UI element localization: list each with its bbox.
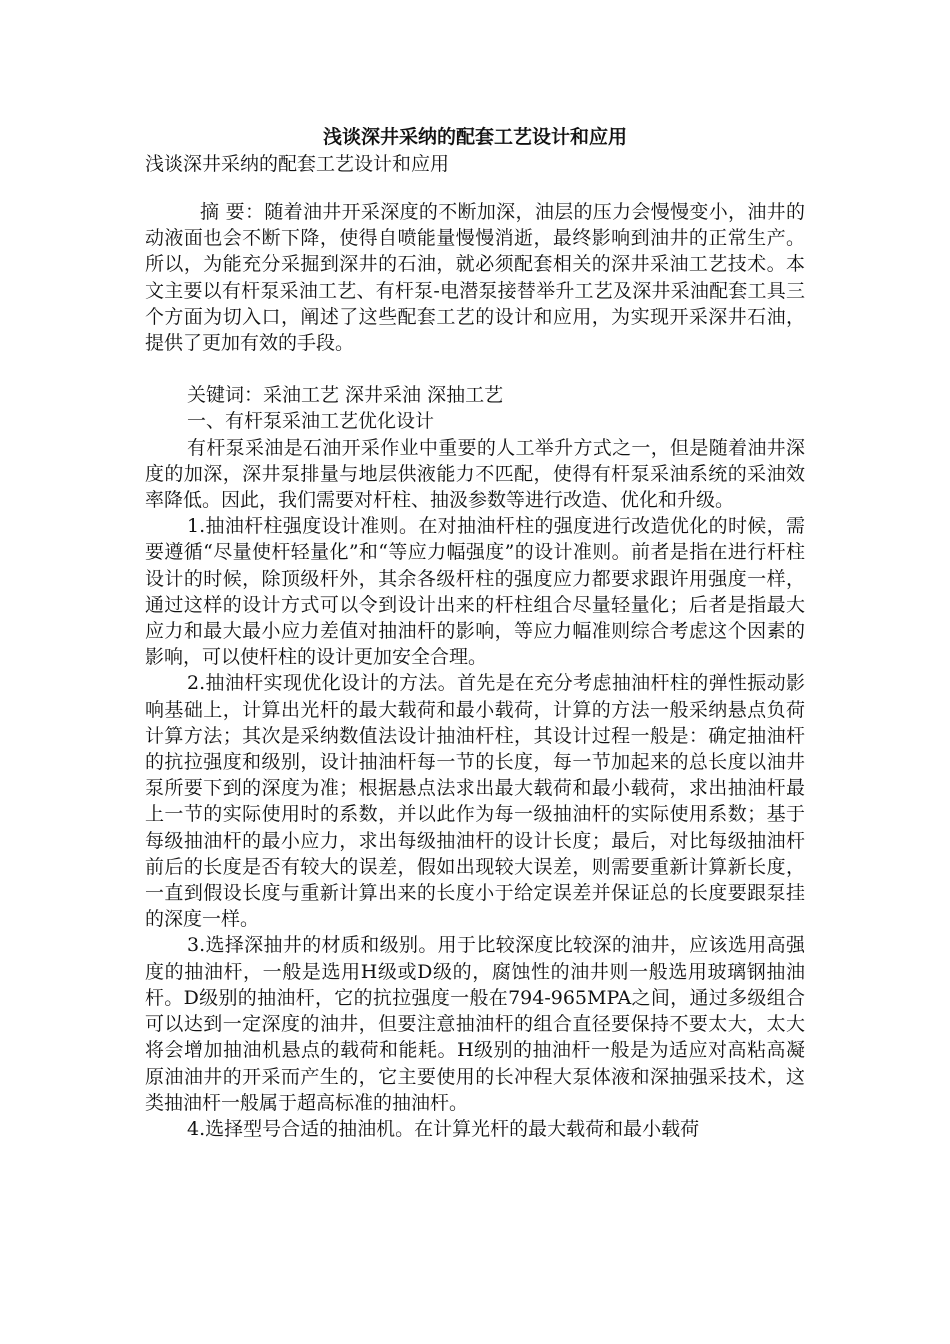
section-heading: 一、有杆泵采油工艺优化设计 [187,410,435,433]
body-paragraph: 有杆泵采油是石油开采作业中重要的人工举升方式之一，但是随着油井深度的加深，深井泵排量与地层供液能力不匹配，使得有杆泵采油系统的采油效率降低。因此，我们需要对杆柱、抽汲参数等进行改造、优化和升级。 [145,436,805,512]
keywords-line: 关键词：采油工艺 深井采油 深抽工艺 [187,384,504,407]
body-paragraph: 3.选择深抽井的材质和级别。用于比较深度比较深的油井，应该选用高强度的抽油杆，一般是选用H级或D级的，腐蚀性的油井则一般选用玻璃钢抽油杆。D级别的抽油杆，它的抗拉强度一般在794-965MPA之间，通过多级组合可以达到一定深度的油井，但要注意抽油杆的组合直径要保持不要太大，太大将会增加抽油机悬点的载荷和能耗。H级别的抽油杆一般是为适应对高粘高凝原油油井的开采而产生的，它主要使用的长冲程大泵体液和深抽强采技术，这类抽油杆一般属于超高标准的抽油杆。 [145,934,805,1114]
document-title: 浅谈深井采纳的配套工艺设计和应用 [322,126,627,148]
abstract-paragraph: 摘 要：随着油井开采深度的不断加深，油层的压力会慢慢变小，油井的动液面也会不断下降，使得自喷能量慢慢消逝，最终影响到油井的正常生产。所以，为能充分采掘到深井的石油，就必须配套相关的深井采油工艺技术。本文主要以有杆泵采油工艺、有杆泵-电潜泵接替举升工艺及深井采油配套工具三个方面为切入口，阐述了这些配套工艺的设计和应用，为实现开采深井石油，提供了更加有效的手段。 [145,201,805,355]
paragraph-gap [145,356,805,382]
body-paragraph: 2.抽油杆实现优化设计的方法。首先是在充分考虑抽油杆柱的弹性振动影响基础上，计算出光杆的最大载荷和最小载荷，计算的方法一般采纳悬点负荷计算方法；其次是采纳数值法设计抽油杆柱，其设计过程一般是：确定抽油杆的抗拉强度和级别，设计抽油杆每一节的长度，每一节加起来的总长度以油井泵所要下到的深度为准；根据悬点法求出最大载荷和最小载荷，求出抽油杆最上一节的实际使用时的系数，并以此作为每一级抽油杆的实际使用系数；基于每级抽油杆的最小应力，求出每级抽油杆的设计长度；最后，对比每级抽油杆前后的长度是否有较大的误差，假如出现较大误差，则需要重新计算新长度，一直到假设长度与重新计算出来的长度小于给定误差并保证总的长度要跟泵挂的深度一样。 [145,672,805,931]
body-paragraph: 1.抽油杆柱强度设计准则。在对抽油杆柱的强度进行改造优化的时候，需要遵循“尽量使杆轻量化”和“等应力幅强度”的设计准则。前者是指在进行杆柱设计的时候，除顶级杆外，其余各级杆柱的强度应力都要求跟许用强度一样，通过这样的设计方式可以令到设计出来的杆柱组合尽量轻量化；后者是指最大应力和最大最小应力差值对抽油杆的影响，等应力幅准则综合考虑这个因素的影响，可以使杆柱的设计更加安全合理。 [145,515,805,669]
document-subtitle: 浅谈深井采纳的配套工艺设计和应用 [145,153,450,175]
document-body [145,199,805,1142]
body-paragraph: 4.选择型号合适的抽油机。在计算光杆的最大载荷和最小载荷 [187,1117,700,1140]
